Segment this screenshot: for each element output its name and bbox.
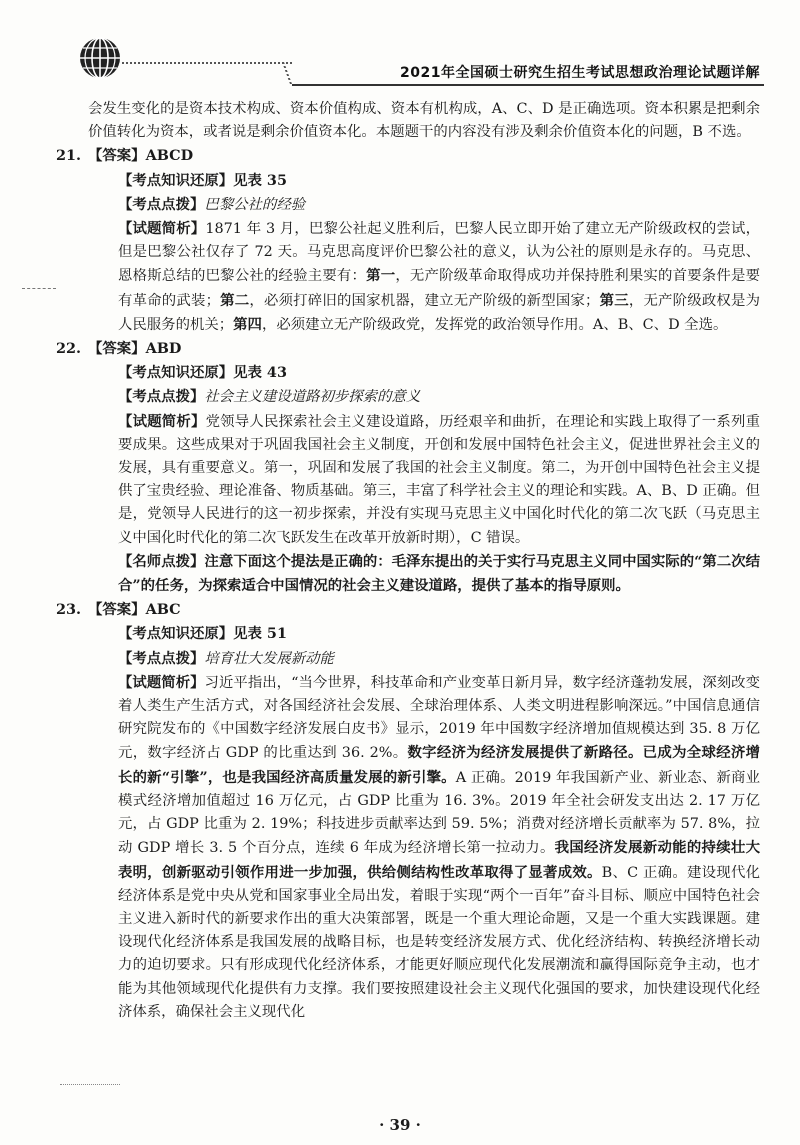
question-number: 23. (56, 601, 82, 619)
q23-analysis (118, 671, 760, 1024)
q21-knowledge (118, 169, 760, 193)
tip-text: 社会主义建设道路初步探索的意义 (204, 389, 421, 406)
page-header (0, 0, 800, 100)
margin-mark (22, 288, 56, 289)
analysis-bold: 第四 (233, 315, 262, 333)
q22-answer (56, 337, 760, 361)
question-number: 21. (56, 147, 82, 165)
analysis-label: 【试题简析】 (118, 220, 206, 238)
analysis-text: A 正确。2019 年我国新产业、新业态、新商业模式经济增加值超过 16 万亿元，占 GDP 比重为 16. 3%。2019 年全社会研发支出达 2. 17 万亿元，占 GDP 比重为 2. 19%；科技进步贡献率达到 59. 5%；消费对经济增长贡献率为 57. 8%，拉动 GDP 增长 3. 5 个百分点，连续 6 年成为经济增长第一拉动力。 (118, 769, 760, 857)
answer-label: 【答案】 (88, 147, 146, 165)
q22-tip (118, 385, 760, 409)
knowledge-label: 【考点知识还原】 (118, 625, 234, 643)
knowledge-label: 【考点知识还原】 (118, 171, 234, 189)
q23-tip (118, 647, 760, 671)
analysis-text: ，必须建立无产阶级政党，发挥党的政治领导作用。A、B、C、D 全选。 (261, 316, 728, 333)
margin-mark (60, 1084, 120, 1085)
answer-label: 【答案】 (88, 601, 146, 619)
teacher-text: 注意下面这个提法是正确的：毛泽东提出的关于实行马克思主义同中国实际的“第二次结合”的任务，为探索适合中国情况的社会主义建设道路，提供了基本的指导原则。 (118, 552, 760, 595)
q22-teacher-note (118, 550, 760, 598)
answer-value: ABCD (145, 147, 194, 165)
tip-label: 【考点点拨】 (118, 388, 205, 406)
analysis-bold: 我国经济发展新动能的持续壮大表明，创新驱动引领作用进一步加强，供给侧结构性改革取得了显著成效。 (118, 839, 760, 881)
q21-analysis (118, 217, 760, 337)
q23-knowledge (118, 622, 760, 646)
q22-knowledge (118, 361, 760, 385)
analysis-text: 1871 年 3 月，巴黎公社起义胜利后，巴黎人民立即开始了建立无产阶级政权的尝试，但是巴黎公社仅存了 72 天。马克思高度评价巴黎公社的意义，认为公社的原则是永存的。马克思、恩格斯总结的巴黎公社的经验主要有： (118, 221, 760, 285)
knowledge-ref: 见表 51 (233, 625, 287, 643)
analysis-bold: 第三 (599, 291, 629, 309)
header-dotted-rule (122, 62, 292, 64)
analysis-bold: 第二 (219, 291, 250, 309)
analysis-label: 【试题简析】 (118, 673, 205, 691)
tip-text: 巴黎公社的经验 (204, 196, 306, 213)
analysis-bold: 第一 (366, 267, 396, 285)
q22-analysis (118, 410, 760, 550)
q23-answer (56, 598, 760, 622)
header-rule (292, 84, 764, 86)
analysis-text: ，必须打碎旧的国家机器，建立无产阶级的新型国家； (249, 292, 600, 309)
answer-label: 【答案】 (88, 340, 146, 358)
analysis-text: B、C 正确。建设现代化经济体系是党中央从党和国家事业全局出发，着眼于实现“两个一百年”奋斗目标、顺应中国特色社会主义进入新时代的新要求作出的重大决策部署，既是一个重大理论命题，又是一个重大实践课题。建设现代化经济体系是我国发展的战略目标，也是转变经济发展方式、优化经济结构、转换经济增长动力的迫切要求。只有形成现代化经济体系，才能更好顺应现代化发展潮流和赢得国际竞争主动，也才能为其他领域现代化提供有力支撑。我们要按照建设社会主义现代化强国的要求，加快建设现代化经济体系，确保社会主义现代化 (118, 864, 760, 1020)
intro-paragraph: 会发生变化的是资本技术构成、资本价值构成、资本有机构成，A、C、D 是正确选项。资本积累是把剩余价值转化为资本，或者说是剩余价值资本化。本题题干的内容没有涉及剩余价值资本化的问题，B 不选。 (88, 101, 760, 141)
tip-label: 【考点点拨】 (118, 649, 205, 667)
tip-label: 【考点点拨】 (118, 195, 205, 213)
teacher-label: 【名师点拨】 (118, 552, 205, 570)
q21-tip (118, 193, 760, 217)
knowledge-ref: 见表 35 (233, 171, 287, 189)
tip-text: 培育壮大发展新动能 (204, 650, 334, 667)
knowledge-label: 【考点知识还原】 (118, 364, 234, 382)
answer-value: ABD (145, 340, 182, 358)
answer-value: ABC (145, 601, 181, 619)
header-slant-rule (282, 62, 292, 84)
analysis-bold: 数字经济为经济发展提供了新路径。已成为全球经济增长的新“引擎”，也是我国经济高质量发展的新引擎。 (118, 744, 760, 786)
globe-icon (78, 36, 122, 80)
analysis-text: 党领导人民探索社会主义建设道路，历经艰辛和曲折，在理论和实践上取得了一系列重要成果。这些成果对于巩固我国社会主义制度，开创和发展中国特色社会主义，促进世界社会主义的发展，具有重要意义。第一，巩固和发展了我国的社会主义制度。第二，为开创中国特色社会主义提供了宝贵经验、理论准备、物质基础。第三，丰富了科学社会主义的理论和实践。A、B、D 正确。但是，党领导人民进行的这一初步探索，并没有实现马克思主义中国化时代化的第二次飞跃（马克思主义中国化时代化的第二次飞跃发生在改革开放新时期），C 错误。 (118, 413, 760, 546)
page-body (56, 98, 760, 1024)
q21-answer (56, 144, 760, 168)
analysis-label: 【试题简析】 (118, 412, 206, 430)
page-number: · 39 · (379, 1116, 421, 1134)
analysis-text: ，无产阶级革命取得成功并保持胜利果实的首要条件是要有革命的武装； (118, 268, 760, 309)
question-number: 22. (56, 340, 82, 358)
knowledge-ref: 见表 43 (233, 364, 287, 382)
analysis-text: 习近平指出，“当今世界，科技革命和产业变革日新月异，数字经济蓬勃发展，深刻改变着人类生产生活方式，对各国经济社会发展、全球治理体系、人类文明进程影响深远。”中国信息通信研究院发布的《中国数字经济发展白皮书》显示，2019 年中国数字经济增加值规模达到 35. 8 万亿元，数字经济占 GDP 的比重达到 36. 2%。 (118, 674, 760, 762)
running-title: 2021年全国硕士研究生招生考试思想政治理论试题详解 (400, 65, 760, 81)
analysis-text: ，无产阶级政权是为人民服务的机关； (118, 292, 760, 333)
